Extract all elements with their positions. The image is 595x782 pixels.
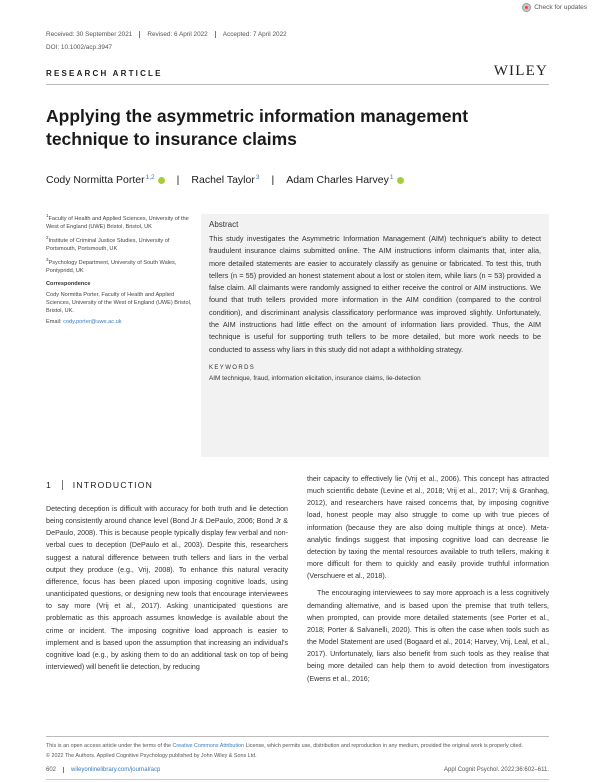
- correspondence-email: [46, 318, 196, 326]
- email-link[interactable]: cody.porter@uwe.ac.uk: [63, 318, 122, 325]
- body-column-right: [307, 473, 549, 685]
- abstract-text: This study investigates the Asymmetric Information Management (AIM) technique's ability to detect fraudulent insurance claims submitted online. The AIM instructions inform claimants that, inter alia, more detailed statements are easier to accurately classify as genuine or fabricated. To test this, truth tellers (n = 55) provided an honest statement about a lost or stolen item, while liars (n = 53) provided a false claim. All claimants were randomly assigned to either receive the control or AIM instructions. We found that truth tellers provided more information in the AIM condition (compared to the control condition), and discriminant analysis classificatory performance was improved slightly. Unfortunately, the AIM instructions had little effect on the amount of information liars provided. Thus, the AIM technique is useful for supporting truth tellers to be more detailed, but more work needs to be conducted to assess why liars in this study did not adapt a withholding strategy.: [209, 234, 541, 354]
- keywords-heading: KEYWORDS: [209, 364, 256, 371]
- affiliation-number: 3: [46, 256, 49, 262]
- section-title: INTRODUCTION: [72, 480, 154, 490]
- footer-divider: [46, 736, 549, 737]
- keywords-text: AIM technique, fraud, information elicitation, insurance claims, lie-detection: [209, 374, 421, 382]
- doi[interactable]: DOI: 10.1002/acp.3947: [46, 44, 113, 51]
- section-number: 1: [46, 480, 52, 490]
- header-divider: [46, 84, 549, 85]
- body-paragraph: their capacity to effectively lie (Vrij et al., 2006). This concept has attracted much scientific debate (Levine et al., 2018; Vrij et al., 2017; Vrij & Granhag, 2012), and researchers have raised concerns that, by imposing cognitive load, honest people may also struggle to come up with true pieces of information (because they are also doing multiple things at once). Meta-analytic findings suggest that imposing cognitive load can decrease lie detection by taxing the mental resources available to truth tellers, making it more difficult for them to quickly and easily provide truthful information (Verschuere et al., 2018).: [307, 475, 549, 581]
- author-separator: |: [271, 174, 275, 186]
- page-number: 602: [46, 767, 64, 773]
- author-separator: |: [176, 174, 180, 186]
- copyright-text: © 2022 The Authors. Applied Cognitive Psychology published by John Wiley & Sons Ltd.: [46, 753, 257, 760]
- publisher-logo: WILEY: [493, 63, 548, 79]
- affiliation-item: [46, 212, 196, 231]
- author-2[interactable]: [191, 174, 259, 186]
- article-type: RESEARCH ARTICLE: [46, 69, 163, 78]
- journal-url[interactable]: wileyonlinelibrary.com/journal/acp: [71, 767, 161, 773]
- body-paragraph: The encouraging interviewees to say more approach is a less cognitively demanding alternative, and is based upon the premise that truth tellers, when prompted, can provide more detailed statements (see Porter et al., 2018; Porter & Salvanelli, 2020). This is often the case when tools such as the Model Statement are used (Bogaard et al., 2014; Harvey, Vrij, Leal, et al., 2017). Unfortunately, liars also benefit from such tools as they realise that being more detailed can help them to avoid detection from investigators (Ewens et al., 2016;: [307, 589, 549, 683]
- body-paragraph: Detecting deception is difficult with accuracy for both truth and lie detection being consistently around chance level (Bond Jr & DePaulo, 2006; Bond Jr & DePaulo, 2008). This is because people typically display few verbal and non-verbal cues to deception (DePaulo et al., 2003). Despite this, researchers suggest a natural difference between truth tellers and liars in the verbal output they produce (e.g., Vrij, 2008). To enhance this natural veracity difference, focus has been placed upon imposing cognitive loads, using unanticipated questions, or designing new tools that encourage interviewees to say more (Vrij et al., 2017). Asking unanticipated questions are problematic as this approach assumes knowledge is available about the crime or incident. The imposing cognitive load approach is easier to implement and is based upon the assumption that increasing an individual's cognitive load (e.g., by asking them to do an additional task on top of being interviewed) will benefit lie detection, by reducing: [46, 505, 288, 672]
- affiliation-text: Institute of Criminal Justice Studies, University of Portsmouth, Portsmouth, UK: [46, 237, 170, 252]
- crossmark-icon: [522, 3, 531, 12]
- author-affiliation-ref: 1: [389, 174, 394, 181]
- license-link[interactable]: Creative Commons Attribution: [172, 743, 245, 749]
- affiliation-text: Faculty of Health and Applied Sciences, University of the West of England (UWE) Bristol, Bristol, UK: [46, 215, 189, 230]
- article-dates: [46, 31, 301, 38]
- page-footer: [46, 767, 549, 773]
- author-1[interactable]: [46, 174, 165, 186]
- section-divider: [62, 480, 63, 490]
- page-bottom-rule: [46, 779, 549, 780]
- affiliation-item: [46, 234, 196, 253]
- abstract-heading: Abstract: [209, 220, 239, 229]
- correspondence-heading: Correspondence: [46, 280, 91, 287]
- check-for-updates-label: Check for updates: [534, 3, 587, 11]
- journal-citation: Appl Cognit Psychol. 2022;36:602–611.: [444, 767, 549, 773]
- license-pre: This is an open access article under the terms of the: [46, 743, 171, 749]
- author-name: Rachel Taylor: [191, 174, 255, 186]
- affiliation-text: Psychology Department, University of South Wales, Pontypridd, UK: [46, 259, 177, 274]
- section-heading: [46, 480, 153, 490]
- article-title: Applying the asymmetric information management technique to insurance claims: [46, 106, 469, 149]
- check-for-updates-badge[interactable]: [522, 0, 587, 14]
- license-post: License, which permits use, distribution and reproduction in any medium, provided the original work is properly cited.: [245, 743, 524, 749]
- revised-date: Revised: 6 April 2022: [147, 31, 215, 38]
- author-list: [46, 174, 404, 186]
- orcid-icon[interactable]: [397, 177, 404, 184]
- accepted-date: Accepted: 7 April 2022: [222, 31, 287, 38]
- body-column-left: [46, 503, 288, 673]
- affiliation-number: 2: [46, 234, 49, 240]
- author-affiliation-ref: 1,2: [145, 174, 155, 181]
- affiliation-item: [46, 256, 196, 275]
- author-name: Adam Charles Harvey: [286, 174, 389, 186]
- email-label: Email:: [46, 318, 62, 325]
- affiliation-number: 1: [46, 213, 49, 218]
- author-affiliation-ref: 3: [255, 174, 260, 181]
- affiliations: [46, 212, 196, 329]
- abstract-box: [201, 214, 549, 457]
- correspondence-text: Cody Normitta Porter, Faculty of Health and Applied Sciences, University of the West of England (UWE) Bristol, Bristol, UK.: [46, 291, 192, 314]
- author-name: Cody Normitta Porter: [46, 174, 145, 186]
- orcid-icon[interactable]: [158, 177, 165, 184]
- license-notice: [46, 742, 551, 761]
- author-3[interactable]: [286, 174, 403, 186]
- license-text: [46, 742, 551, 750]
- received-date: Received: 30 September 2021: [46, 31, 140, 38]
